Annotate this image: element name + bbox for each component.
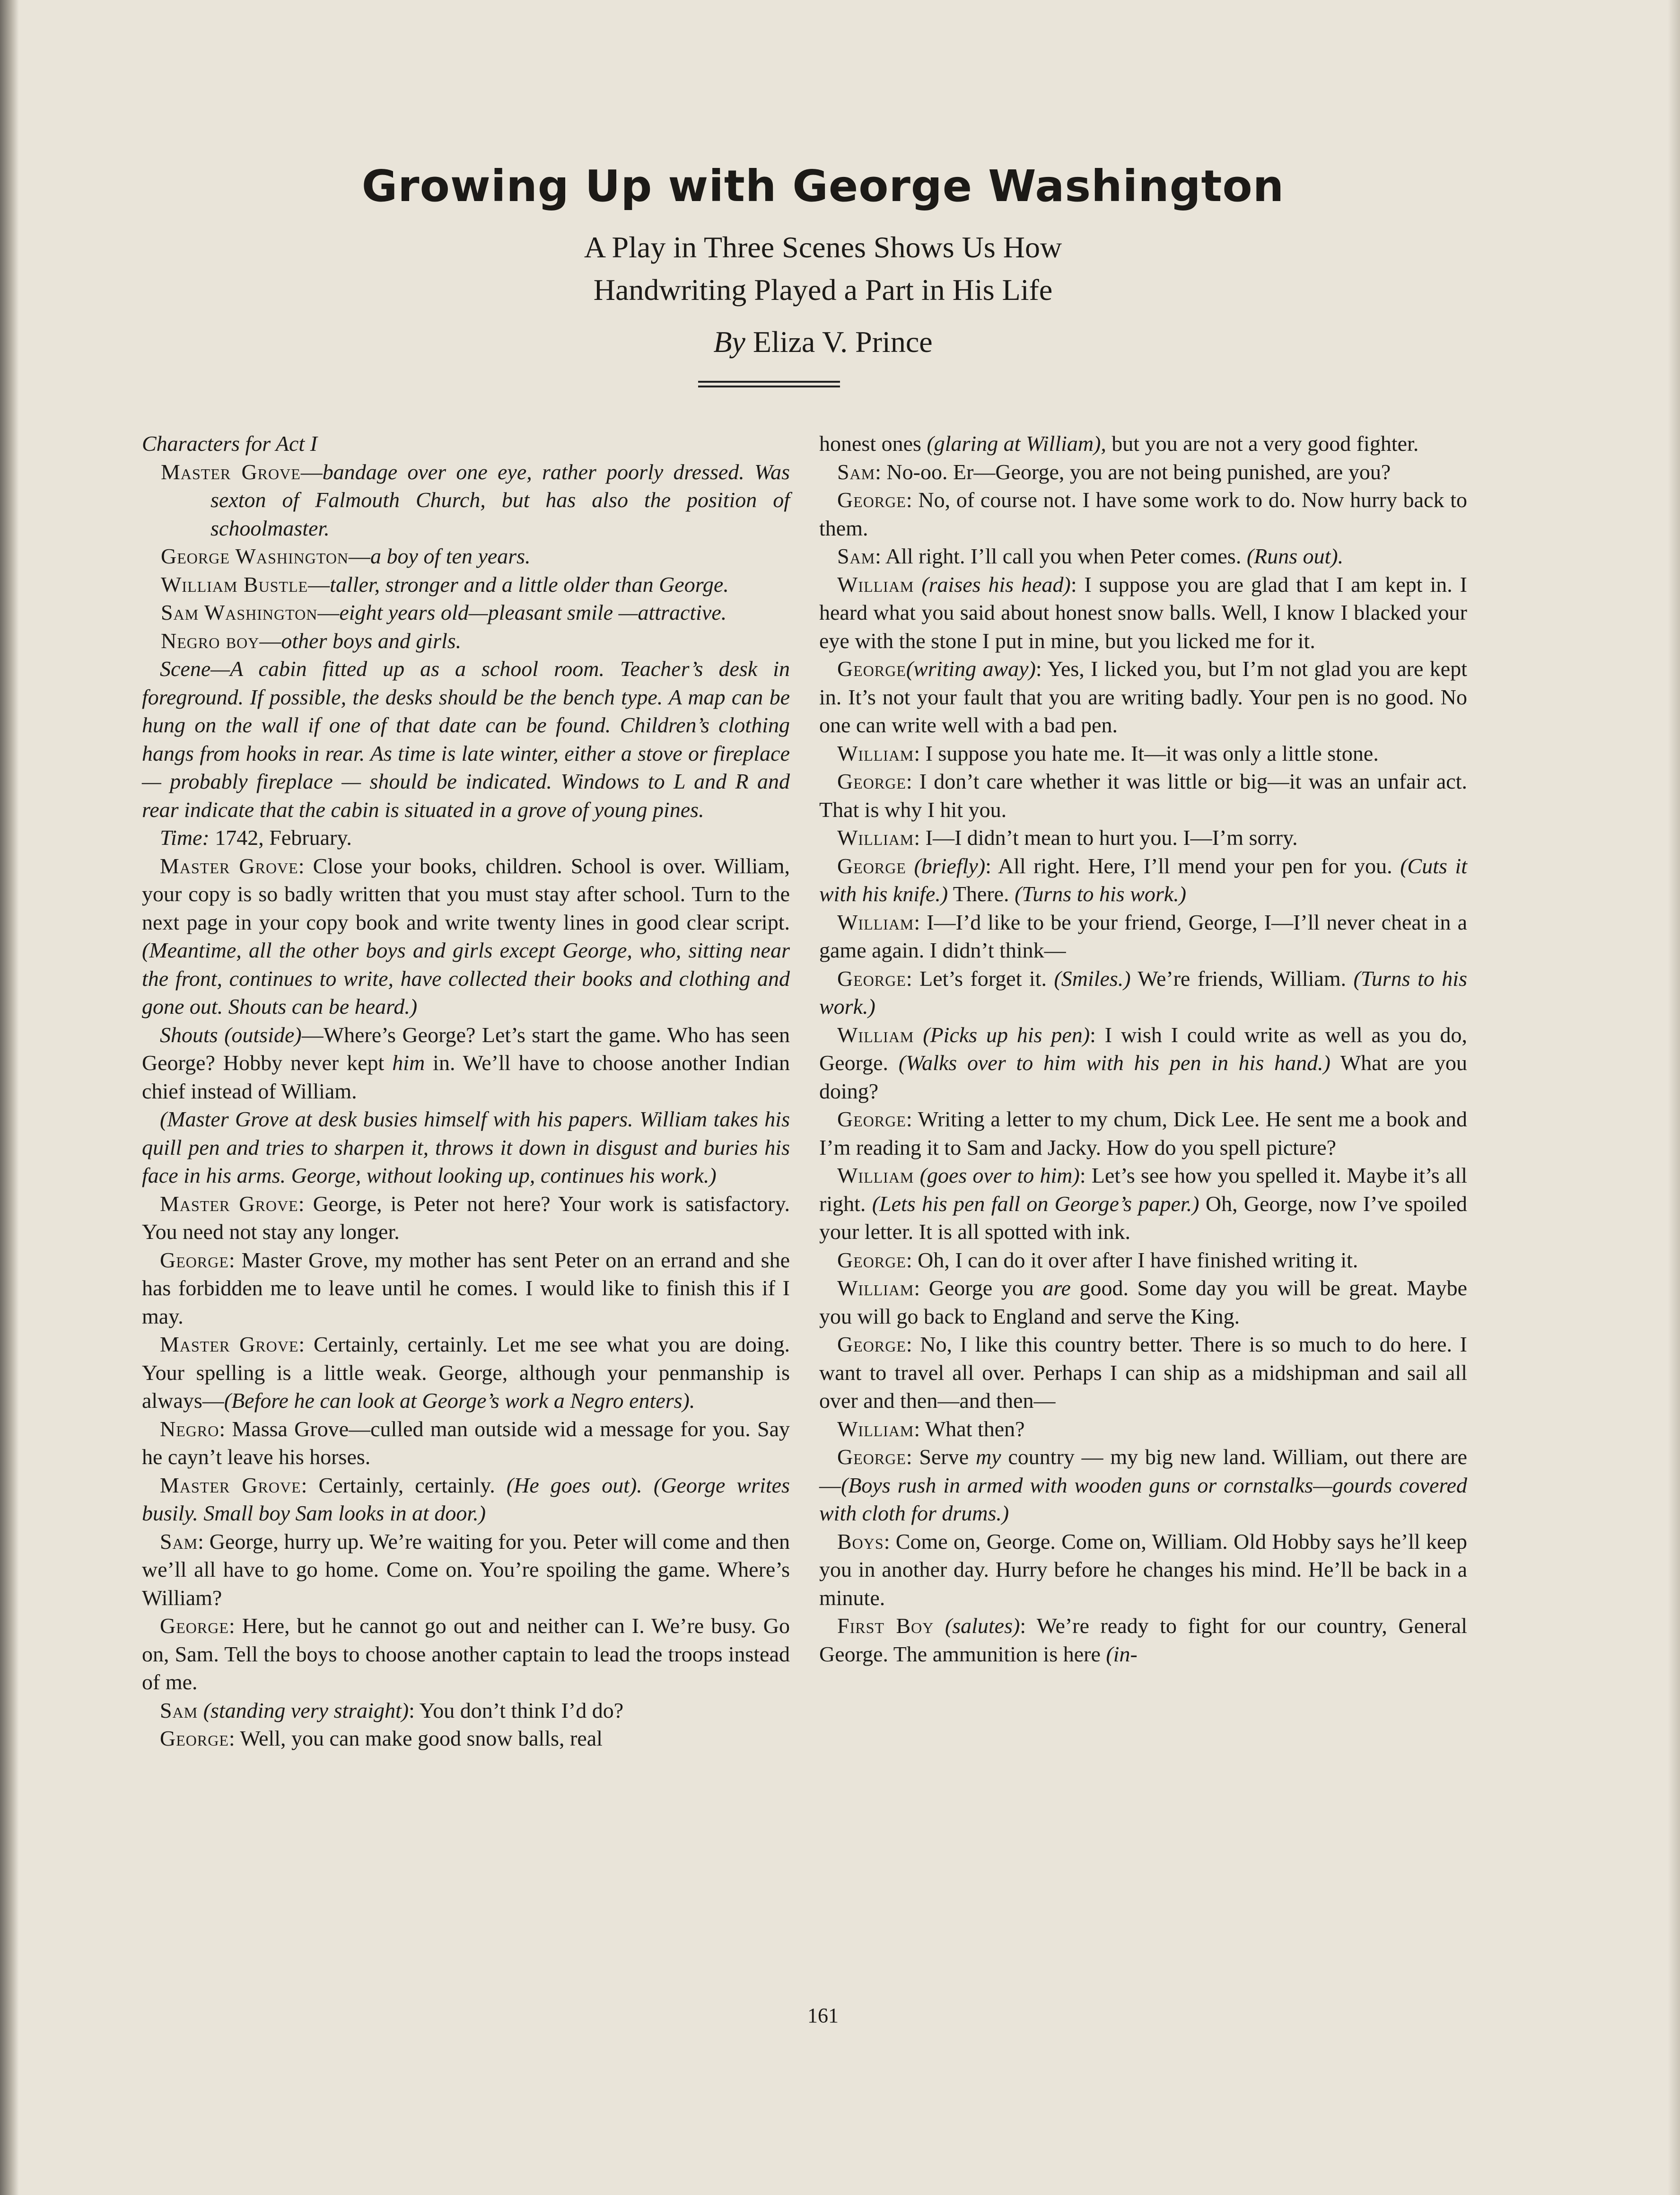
play-paragraph bbox=[819, 542, 1467, 571]
dialogue-text: —Where’s George? Let’s start the game. Who has seen George? Hobby never kept bbox=[142, 1022, 790, 1075]
play-paragraph bbox=[142, 1415, 790, 1471]
play-paragraph bbox=[819, 739, 1467, 768]
page-edge bbox=[1668, 0, 1680, 2195]
play-paragraph bbox=[819, 430, 1467, 458]
dialogue-text bbox=[914, 1163, 919, 1187]
speaker-name: Sam bbox=[837, 544, 875, 568]
stage-direction: (Boys rush in armed with wooden guns or cornstalks—gourds covered with cloth for drums.) bbox=[819, 1473, 1467, 1525]
dialogue-text: : Massa Grove—culled man outside wid a message for you. Say he cayn’t leave his horses. bbox=[142, 1416, 790, 1469]
speaker-name: William bbox=[837, 1416, 914, 1441]
stage-direction: (Cuts it with his knife.) bbox=[819, 853, 1468, 906]
dialogue-text: : George you bbox=[914, 1276, 1043, 1300]
stage-direction: Characters for Act I bbox=[142, 431, 317, 456]
play-paragraph bbox=[142, 458, 790, 543]
stage-direction: (Before he can look at George’s work a Negro enters). bbox=[224, 1388, 695, 1413]
speaker-name: Sam bbox=[160, 1529, 198, 1554]
play-paragraph bbox=[819, 1274, 1467, 1330]
play-paragraph bbox=[819, 458, 1467, 486]
stage-direction: bandage over one eye, rather poorly dressed. Was sexton of Falmouth Church, but has also the position of schoolmaster. bbox=[210, 459, 790, 540]
speaker-name: William bbox=[837, 1276, 914, 1300]
play-paragraph bbox=[142, 852, 790, 1021]
play-paragraph bbox=[819, 1415, 1467, 1443]
stage-direction: eight years old—pleasant smile —attractive. bbox=[339, 600, 727, 624]
play-paragraph bbox=[142, 1330, 790, 1415]
play-paragraph bbox=[142, 430, 790, 458]
speaker-name: George bbox=[837, 853, 906, 878]
speaker-name: Master Grove bbox=[160, 1473, 301, 1497]
dialogue-text: : Yes, I licked you, but I’m not glad you are kept in. It’s not your fault that you are writing badly. Your pen is no good. No one can write well with a bad pen. bbox=[819, 657, 1467, 737]
play-paragraph bbox=[142, 824, 790, 852]
dialogue-text: : Let’s forget it. bbox=[906, 966, 1054, 991]
dialogue-text: country — my big new land. William, out there are— bbox=[819, 1445, 1468, 1497]
stage-direction: Shouts (outside) bbox=[160, 1022, 302, 1047]
play-paragraph bbox=[142, 1246, 790, 1331]
dialogue-text: honest ones bbox=[819, 431, 927, 456]
speaker-name: William bbox=[837, 1163, 914, 1187]
stage-direction: (briefly) bbox=[914, 853, 986, 878]
play-paragraph bbox=[142, 1528, 790, 1612]
speaker-name: First Boy bbox=[837, 1614, 934, 1638]
speaker-name: Negro bbox=[160, 1416, 219, 1441]
dialogue-text: : No, I like this country better. There is so much to do here. I want to travel all over. Perhaps I can ship as a midshipman and sail all over and then—and then— bbox=[819, 1332, 1467, 1413]
play-paragraph bbox=[819, 655, 1467, 739]
title-rule-bottom bbox=[698, 386, 840, 387]
stage-direction: (goes over to him) bbox=[919, 1163, 1080, 1187]
dialogue-text: : George, is Peter not here? Your work is satisfactory. You need not stay any longer. bbox=[142, 1191, 790, 1244]
speaker-name: Master Grove bbox=[161, 459, 301, 484]
stage-direction: (Turns to his work.) bbox=[819, 966, 1467, 1018]
stage-direction: Time: bbox=[160, 825, 210, 850]
speaker-name: Sam bbox=[837, 459, 875, 484]
speaker-name: Master Grove bbox=[160, 1332, 299, 1356]
play-paragraph bbox=[142, 627, 790, 655]
stage-direction: (writing away) bbox=[906, 657, 1036, 681]
dialogue-text: 1742, February. bbox=[209, 825, 352, 850]
stage-direction: him bbox=[392, 1051, 425, 1075]
speaker-name: William bbox=[837, 741, 914, 765]
stage-direction: (standing very straight) bbox=[203, 1698, 409, 1722]
play-paragraph bbox=[819, 1330, 1467, 1415]
stage-direction: (raises his head) bbox=[921, 572, 1071, 597]
stage-direction: (Smiles.) bbox=[1054, 966, 1131, 991]
stage-direction: (Master Grove at desk busies himself with his papers. William takes his quill pen and tries to sharpen it, throws it down in disgust and buries his face in his arms. George, without looking up, continues his work.) bbox=[142, 1107, 790, 1187]
dialogue-text: : I suppose you are glad that I am kept in. I heard what you said about honest snow balls. Well, I know I blacked your eye with the stone I put in mine, but you licked me for it. bbox=[819, 572, 1467, 653]
stage-direction: (in- bbox=[1106, 1642, 1138, 1666]
stage-direction: other boys and girls. bbox=[281, 628, 462, 653]
play-paragraph bbox=[819, 486, 1467, 542]
play-paragraph bbox=[819, 1021, 1467, 1106]
play-paragraph bbox=[819, 1443, 1467, 1528]
speaker-name: George bbox=[837, 1247, 906, 1272]
play-paragraph bbox=[142, 1021, 790, 1106]
article-title: Growing Up with George Washington bbox=[361, 161, 1285, 211]
dialogue-text: : Come on, George. Come on, William. Old Hobby says he’ll keep you in another day. Hurry before he changes his mind. He’ll be back in a minute. bbox=[819, 1529, 1467, 1610]
speaker-name: George bbox=[837, 1332, 906, 1356]
dialogue-text: : All right. Here, I’ll mend your pen for you. bbox=[985, 853, 1400, 878]
page-number: 161 bbox=[807, 2004, 839, 2027]
dialogue-text: : No-oo. Er—George, you are not being punished, are you? bbox=[875, 459, 1391, 484]
play-paragraph bbox=[819, 1161, 1467, 1246]
dialogue-text: : Oh, I can do it over after I have finished writing it. bbox=[906, 1247, 1358, 1272]
left-column bbox=[142, 430, 790, 1753]
play-paragraph bbox=[819, 824, 1467, 852]
dialogue-text: : Well, you can make good snow balls, real bbox=[228, 1726, 603, 1750]
play-paragraph bbox=[819, 852, 1467, 908]
stage-direction: (Walks over to him with his pen in his hand.) bbox=[898, 1051, 1330, 1075]
dialogue-text: : What then? bbox=[914, 1416, 1025, 1441]
dialogue-text bbox=[906, 854, 914, 878]
speaker-name: George bbox=[837, 488, 906, 512]
play-paragraph bbox=[819, 571, 1467, 655]
play-paragraph bbox=[142, 1471, 790, 1528]
play-paragraph bbox=[142, 655, 790, 824]
dialogue-text: : I—I’d like to be your friend, George, I—I’ll never cheat in a game again. I didn’t think— bbox=[819, 910, 1467, 962]
dialogue-text bbox=[198, 1698, 203, 1722]
speaker-name: William bbox=[837, 910, 914, 934]
play-paragraph bbox=[819, 1612, 1467, 1668]
stage-direction: are bbox=[1042, 1276, 1071, 1300]
speaker-name: William bbox=[837, 825, 914, 850]
play-paragraph bbox=[819, 1528, 1467, 1612]
dialogue-text: : All right. I’ll call you when Peter comes. bbox=[875, 544, 1247, 568]
speaker-name: George bbox=[160, 1247, 229, 1272]
speaker-name: Boys bbox=[837, 1529, 884, 1554]
stage-direction: (Lets his pen fall on George’s paper.) bbox=[872, 1191, 1199, 1216]
play-paragraph bbox=[819, 965, 1467, 1021]
dialogue-text: : Let’s see how you spelled it. Maybe it’s all right. bbox=[819, 1163, 1467, 1216]
dialogue-text: : George, hurry up. We’re waiting for you. Peter will come and then we’ll all have to go home. Come on. You’re spoiling the game. Where’s William? bbox=[142, 1529, 790, 1610]
speaker-name: George Washington bbox=[161, 544, 349, 568]
dialogue-text: We’re friends, William. bbox=[1130, 966, 1354, 991]
speaker-name: William Bustle bbox=[161, 572, 308, 597]
dialogue-text: — bbox=[300, 459, 323, 484]
dialogue-text: : I—I didn’t mean to hurt you. I—I’m sorry. bbox=[914, 825, 1298, 850]
binding-gutter bbox=[0, 0, 19, 2195]
dialogue-text bbox=[914, 1023, 923, 1047]
dialogue-text: : Here, but he cannot go out and neither can I. We’re busy. Go on, Sam. Tell the boys to choose another captain to lead the troops instead of me. bbox=[142, 1614, 790, 1694]
dialogue-text: : I wish I could write as well as you do, George. bbox=[819, 1022, 1468, 1075]
dialogue-text: There. bbox=[948, 882, 1015, 906]
dialogue-text: good. Some day you will be great. Maybe you will go back to England and serve the King. bbox=[819, 1276, 1468, 1328]
dialogue-text: — bbox=[308, 572, 330, 597]
stage-direction: (He goes out). (George writes busily. Small boy Sam looks in at door.) bbox=[142, 1473, 790, 1525]
stage-direction: (Picks up his pen) bbox=[923, 1022, 1090, 1047]
speaker-name: George bbox=[837, 966, 906, 991]
dialogue-text: : Certainly, certainly. Let me see what you are doing. Your spelling is a little weak. George, although your penmanship is always— bbox=[142, 1332, 790, 1413]
speaker-name: George bbox=[837, 1445, 906, 1469]
speaker-name: George bbox=[837, 657, 906, 681]
stage-direction: my bbox=[975, 1445, 1001, 1469]
dialogue-text: — bbox=[317, 600, 340, 624]
dialogue-text: Oh, George, now I’ve spoiled your letter. It is all spotted with ink. bbox=[819, 1191, 1467, 1244]
speaker-name: William bbox=[837, 572, 914, 597]
dialogue-text: — bbox=[259, 628, 281, 653]
dialogue-text: : I suppose you hate me. It—it was only a little stone. bbox=[914, 741, 1379, 765]
speaker-name: George bbox=[160, 1726, 229, 1750]
speaker-name: Sam bbox=[160, 1698, 198, 1722]
dialogue-text: : Serve bbox=[906, 1445, 976, 1469]
speaker-name: Master Grove bbox=[160, 1191, 298, 1216]
play-paragraph bbox=[142, 1724, 790, 1753]
play-paragraph bbox=[819, 767, 1467, 824]
play-paragraph bbox=[819, 1246, 1467, 1274]
dialogue-text: : Close your books, children. School is over. William, your copy is so badly written that you must stay after school. Turn to the next page in your copy book and write twenty lines in good clear script. bbox=[142, 853, 790, 934]
article-subtitle-line-1: A Play in Three Scenes Shows Us How bbox=[584, 230, 1062, 264]
speaker-name: Sam Washington bbox=[161, 600, 318, 624]
speaker-name: George bbox=[837, 1107, 906, 1131]
play-paragraph bbox=[142, 1696, 790, 1725]
byline-author: Eliza V. Prince bbox=[752, 325, 933, 359]
article-subtitle-line-2: Handwriting Played a Part in His Life bbox=[593, 273, 1053, 307]
speaker-name: Negro boy bbox=[161, 628, 260, 653]
dialogue-text bbox=[914, 572, 921, 597]
speaker-name: Master Grove bbox=[160, 853, 298, 878]
play-paragraph bbox=[142, 1190, 790, 1246]
speaker-name: George bbox=[160, 1614, 229, 1638]
play-paragraph bbox=[142, 571, 790, 599]
play-paragraph bbox=[142, 1612, 790, 1696]
play-paragraph bbox=[819, 1105, 1467, 1161]
dialogue-text: : Writing a letter to my chum, Dick Lee. He sent me a book and I’m reading it to Sam and Jacky. How do you spell picture? bbox=[819, 1107, 1467, 1159]
play-paragraph bbox=[142, 542, 790, 571]
dialogue-text: What are you doing? bbox=[819, 1051, 1468, 1103]
byline-by: By bbox=[713, 325, 745, 359]
stage-direction: a boy of ten years. bbox=[370, 544, 531, 568]
speaker-name: William bbox=[837, 1022, 914, 1047]
stage-direction: (glaring at William), bbox=[927, 431, 1106, 456]
dialogue-text: : You don’t think I’d do? bbox=[409, 1698, 624, 1722]
stage-direction: (salutes) bbox=[945, 1614, 1020, 1638]
speaker-name: George bbox=[837, 769, 906, 793]
dialogue-text: : We’re ready to fight for our country, General George. The ammunition is here bbox=[819, 1614, 1468, 1666]
dialogue-text: but you are not a very good fighter. bbox=[1106, 431, 1419, 456]
stage-direction: (Turns to his work.) bbox=[1015, 882, 1187, 906]
dialogue-text: : Master Grove, my mother has sent Peter on an errand and she has forbidden me to leave until he comes. I would like to finish this if I may. bbox=[142, 1247, 790, 1328]
dialogue-text: in. We’ll have to choose another Indian chief instead of William. bbox=[142, 1051, 790, 1103]
dialogue-text: : I don’t care whether it was little or big—it was an unfair act. That is why I hit you. bbox=[819, 769, 1467, 822]
stage-direction: (Runs out). bbox=[1246, 544, 1344, 568]
stage-direction: taller, stronger and a little older than George. bbox=[330, 572, 729, 597]
byline bbox=[142, 321, 1504, 363]
title-rule-top bbox=[698, 381, 840, 383]
play-paragraph bbox=[142, 598, 790, 627]
stage-direction: Scene—A cabin fitted up as a school room. Teacher’s desk in foreground. If possible, the desks should be the bench type. A map can be hung on the wall if one of that date can be found. Children’s clothing hangs from hooks in rear. As time is late winter, either a stove or fireplace — probably fireplace — should be indicated. Windows to L and R and rear indicate that the cabin is situated in a grove of young pines. bbox=[142, 657, 790, 822]
dialogue-text: : Certainly, certainly. bbox=[301, 1473, 507, 1497]
magazine-page bbox=[142, 142, 1504, 2044]
dialogue-text: — bbox=[349, 544, 371, 568]
play-paragraph bbox=[142, 1105, 790, 1190]
play-paragraph bbox=[819, 908, 1467, 965]
dialogue-text: : No, of course not. I have some work to do. Now hurry back to them. bbox=[819, 488, 1467, 540]
stage-direction: (Meantime, all the other boys and girls except George, who, sitting near the front, continues to write, have collected their books and clothing and gone out. Shouts can be heard.) bbox=[142, 938, 790, 1018]
dialogue-text bbox=[934, 1614, 945, 1638]
right-column bbox=[819, 430, 1467, 1668]
